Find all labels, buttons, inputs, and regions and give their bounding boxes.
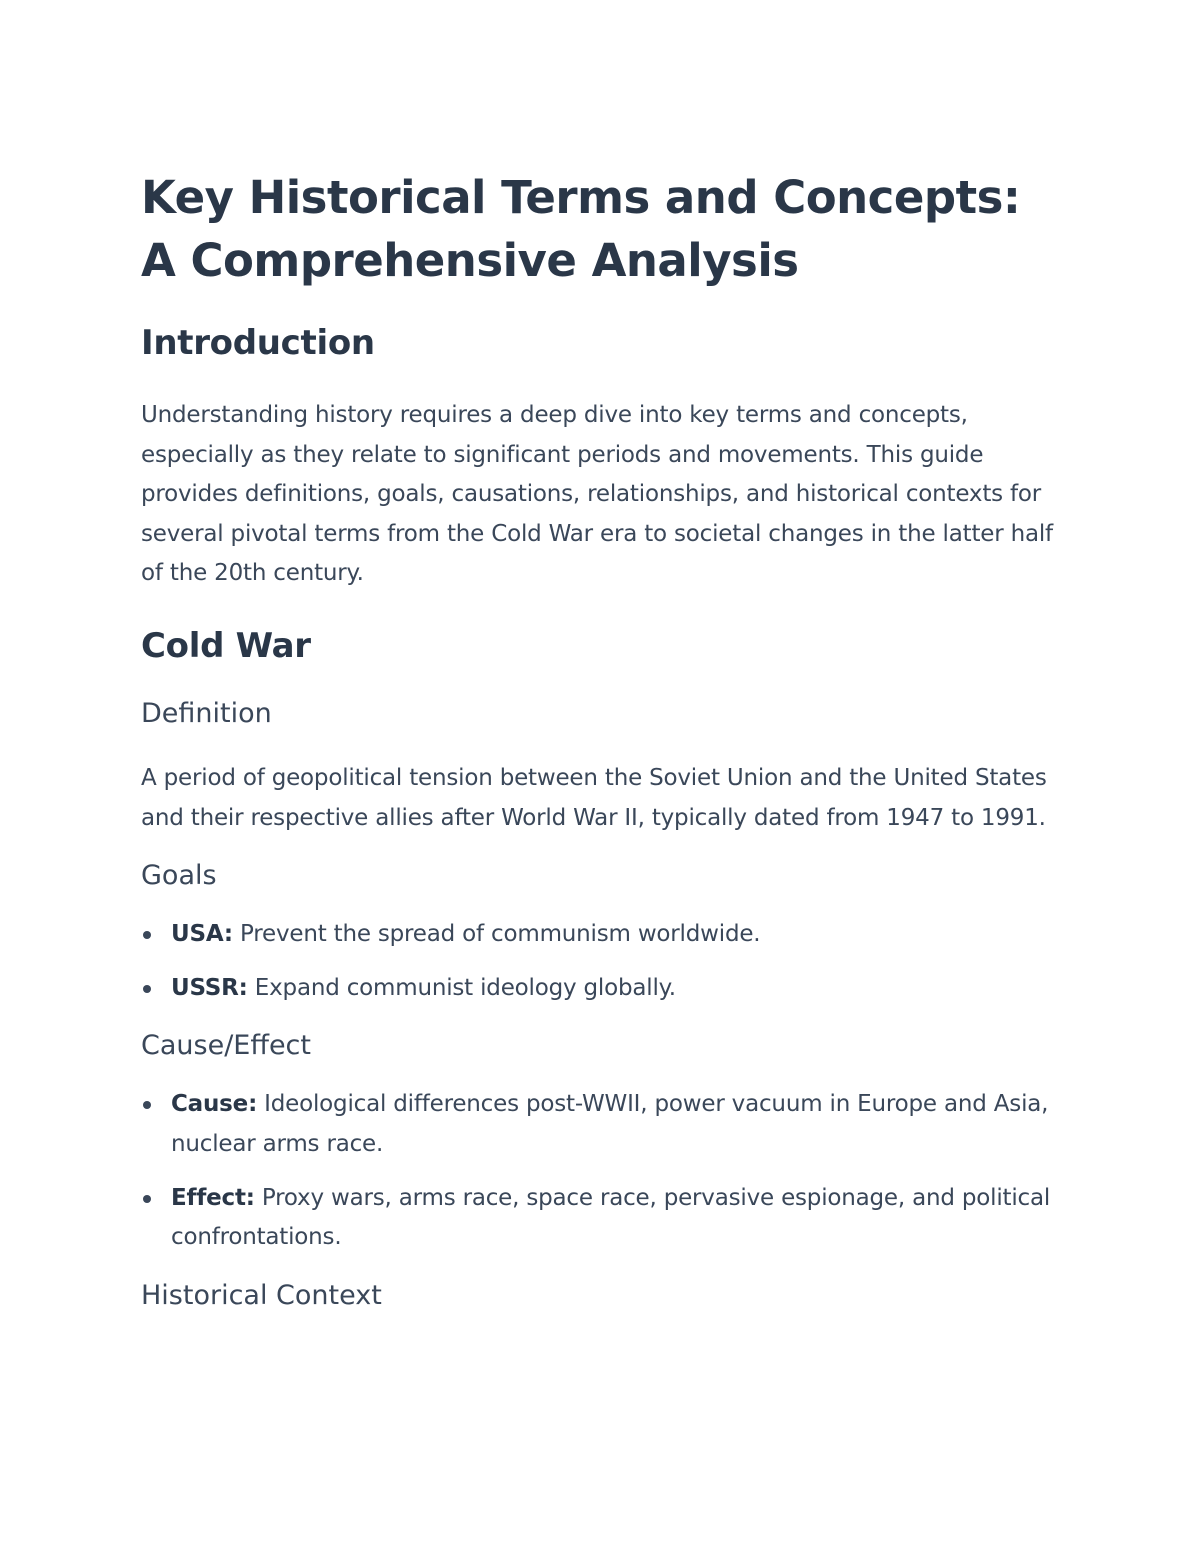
goal-item-usa bbox=[141, 915, 1061, 955]
historical-context-heading: Historical Context bbox=[141, 1279, 382, 1311]
document-page bbox=[141, 166, 1061, 1314]
cause-effect-list bbox=[141, 1085, 1061, 1257]
goal-text: Expand communist ideology globally. bbox=[247, 974, 676, 1001]
introduction-heading: Introduction bbox=[141, 323, 375, 363]
cause-item bbox=[141, 1085, 1061, 1164]
goal-label: USA: bbox=[171, 921, 233, 948]
cause-effect-heading: Cause/Effect bbox=[141, 1030, 311, 1062]
cause-label: Cause: bbox=[171, 1091, 258, 1118]
introduction-paragraph: Understanding history requires a deep dive into key terms and concepts, especially as they relate to significant periods and movements. This guide provides definitions, goals, causations, relationships, and historical contexts for several pivotal terms from the Cold War era to societal changes in the latter half of the 20th century. bbox=[141, 402, 1053, 587]
goals-heading: Goals bbox=[141, 860, 217, 892]
bullet-icon bbox=[143, 1101, 151, 1109]
definition-paragraph: A period of geopolitical tension between the Soviet Union and the United States and their respective allies after World War II, typically dated from 1947 to 1991. bbox=[141, 764, 1047, 831]
bullet-icon bbox=[143, 985, 151, 993]
goal-label: USSR: bbox=[171, 974, 248, 1001]
cause-text: Ideological differences post-WWII, power vacuum in Europe and Asia, nuclear arms race. bbox=[171, 1091, 1049, 1157]
bullet-icon bbox=[143, 931, 151, 939]
cold-war-heading: Cold War bbox=[141, 625, 311, 666]
goal-text: Prevent the spread of communism worldwide. bbox=[232, 921, 761, 948]
definition-heading: Definition bbox=[141, 697, 272, 729]
goal-item-ussr bbox=[141, 969, 1061, 1009]
effect-item bbox=[141, 1179, 1061, 1258]
effect-text: Proxy wars, arms race, space race, pervasive espionage, and political confrontations. bbox=[171, 1184, 1051, 1251]
goals-list bbox=[141, 915, 1061, 1008]
bullet-icon bbox=[143, 1195, 151, 1203]
effect-label: Effect: bbox=[171, 1184, 255, 1211]
document-title: Key Historical Terms and Concepts: A Comprehensive Analysis bbox=[141, 171, 1021, 287]
